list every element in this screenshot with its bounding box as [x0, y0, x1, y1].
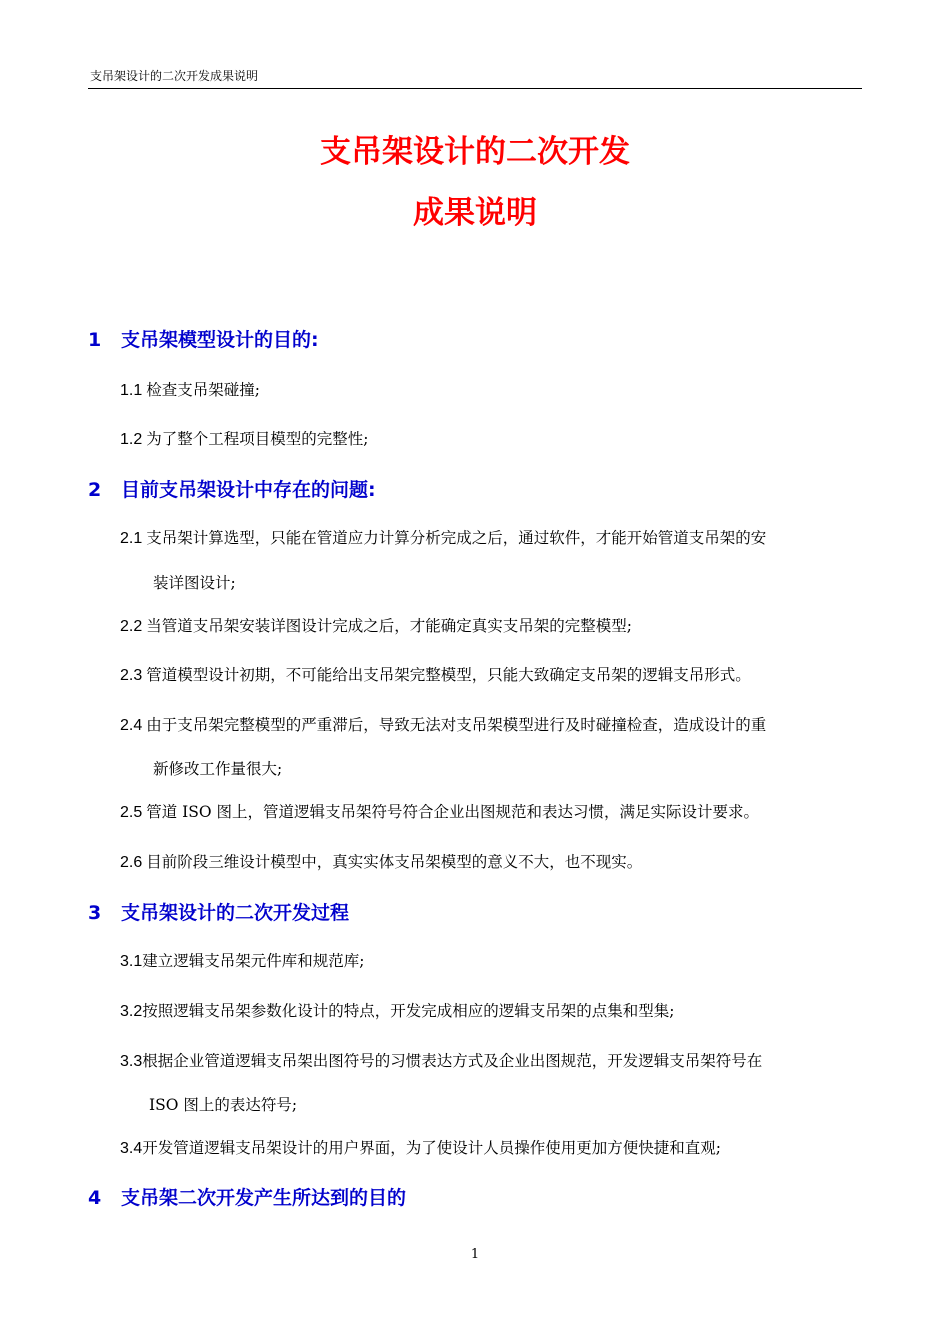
list-item [120, 664, 751, 687]
item-number: 2.2 [120, 618, 143, 635]
section-title: 支吊架二次开发产生所达到的目的 [121, 1187, 407, 1209]
list-item [120, 1137, 721, 1160]
item-text: 按照逻辑支吊架参数化设计的特点，开发完成相应的逻辑支吊架的点集和型集; [142, 1002, 675, 1020]
item-number: 2.4 [120, 717, 143, 734]
item-number: 1.2 [120, 431, 143, 448]
item-number: 3.1 [120, 953, 143, 970]
section-heading-1 [88, 327, 319, 353]
section-number: 2 [88, 479, 102, 501]
section-title: 支吊架模型设计的目的: [121, 329, 319, 351]
running-header: 支吊架设计的二次开发成果说明 [90, 69, 259, 83]
list-item [120, 950, 364, 973]
list-item [120, 851, 642, 874]
item-text: 管道 ISO 图上，管道逻辑支吊架符号符合企业出图规范和表达习惯，满足实际设计要求。 [146, 803, 760, 821]
list-item [120, 379, 260, 402]
item-number: 2.3 [120, 667, 143, 684]
section-title: 目前支吊架设计中存在的问题: [121, 479, 376, 501]
item-text: 为了整个工程项目模型的完整性; [146, 430, 369, 448]
document-subtitle: 成果说明 [413, 195, 537, 231]
section-heading-4 [88, 1185, 406, 1211]
list-item [120, 615, 632, 638]
item-continuation: ISO 图上的表达符号; [149, 1096, 298, 1114]
section-title: 支吊架设计的二次开发过程 [121, 902, 350, 924]
item-number: 2.5 [120, 804, 143, 821]
item-text: 管道模型设计初期，不可能给出支吊架完整模型，只能大致确定支吊架的逻辑支吊形式。 [146, 666, 751, 684]
document-title: 支吊架设计的二次开发 [320, 134, 630, 170]
item-number: 2.6 [120, 854, 143, 871]
list-item [120, 527, 766, 550]
section-heading-3 [88, 900, 349, 926]
item-continuation: 新修改工作量很大; [153, 760, 283, 778]
item-number: 3.4 [120, 1140, 143, 1157]
item-text: 由于支吊架完整模型的严重滞后，导致无法对支吊架模型进行及时碰撞检查，造成设计的重 [146, 716, 767, 734]
item-number: 3.3 [120, 1053, 143, 1070]
item-text: 支吊架计算选型，只能在管道应力计算分析完成之后，通过软件，才能开始管道支吊架的安 [146, 529, 767, 547]
list-item [120, 428, 368, 451]
section-number: 1 [88, 329, 102, 351]
list-item [120, 1000, 674, 1023]
section-number: 4 [88, 1187, 102, 1209]
item-text: 建立逻辑支吊架元件库和规范库; [142, 952, 365, 970]
item-continuation: 装详图设计; [153, 574, 236, 592]
item-text: 开发管道逻辑支吊架设计的用户界面，为了使设计人员操作使用更加方便快捷和直观; [142, 1139, 721, 1157]
item-text: 当管道支吊架安装详图设计完成之后，才能确定真实支吊架的完整模型; [146, 617, 632, 635]
section-number: 3 [88, 902, 102, 924]
item-number: 2.1 [120, 530, 143, 547]
item-text: 根据企业管道逻辑支吊架出图符号的习惯表达方式及企业出图规范，开发逻辑支吊架符号在 [142, 1052, 763, 1070]
item-number: 1.1 [120, 382, 143, 399]
header-rule [88, 88, 862, 89]
section-heading-2 [88, 477, 376, 503]
list-item [120, 1050, 762, 1073]
item-number: 3.2 [120, 1003, 143, 1020]
list-item [120, 714, 766, 737]
list-item [120, 801, 759, 824]
item-text: 检查支吊架碰撞; [146, 381, 260, 399]
item-text: 目前阶段三维设计模型中，真实实体支吊架模型的意义不大，也不现实。 [146, 853, 643, 871]
page-number: 1 [470, 1247, 480, 1262]
